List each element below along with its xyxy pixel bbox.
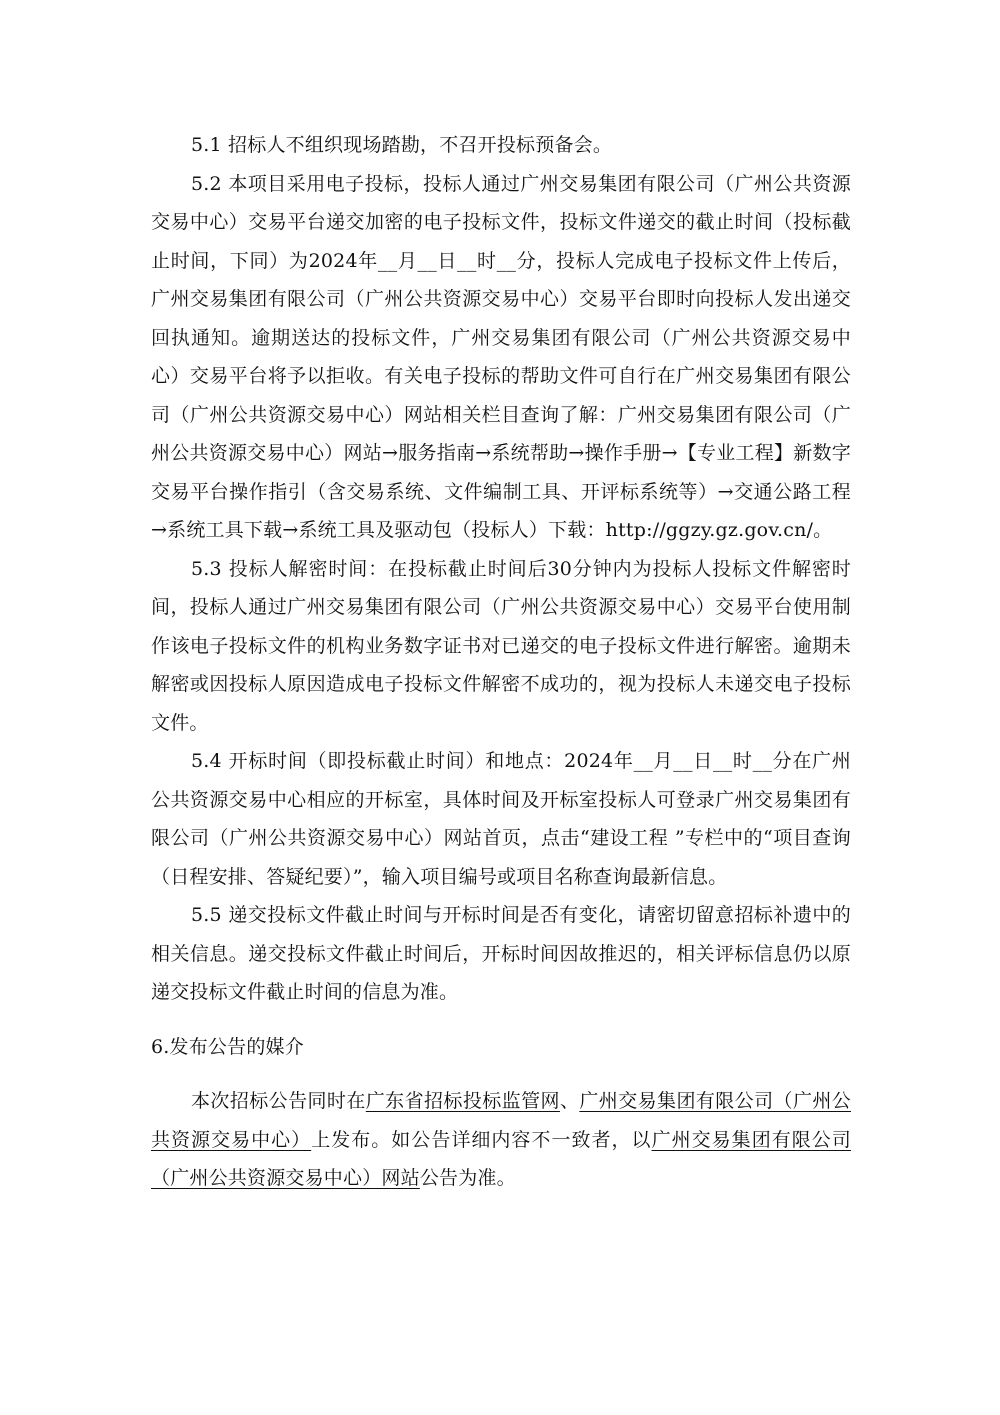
link-guangzhou-trading-group-website[interactable]: 广州交易集团有限公司（广州公共资源交易中心）网站 bbox=[151, 1128, 851, 1189]
paragraph-5-5: 5.5 递交投标文件截止时间与开标时间是否有变化，请密切留意招标补遗中的相关信息。递交投标文件截止时间后，开标时间因故推迟的，相关评标信息仍以原递交投标文件截止时间的信息为准。 bbox=[151, 904, 851, 1003]
text-after: 公告为准。 bbox=[419, 1167, 516, 1189]
paragraph-5-1: 5.1 招标人不组织现场踏勘，不召开投标预备会。 bbox=[191, 134, 613, 156]
paragraph-5-4: 5.4 开标时间（即投标截止时间）和地点：2024年__月__日__时__分在广州公共资源交易中心相应的开标室，具体时间及开标室投标人可登录广州交易集团有限公司（广州公共资源交易中心）网站首页，点击“建设工程 ”专栏中的“项目查询（日程安排、答疑纪要）”，输入项目编号或项目名称查询最新信息。 bbox=[151, 750, 851, 888]
link-guangdong-bidding-supervision[interactable]: 广东省招标投标监管网 bbox=[365, 1090, 560, 1112]
paragraph-6-body bbox=[151, 1082, 851, 1198]
paragraph-5-3: 5.3 投标人解密时间：在投标截止时间后30分钟内为投标人投标文件解密时间，投标人通过广州交易集团有限公司（广州公共资源交易中心）交易平台使用制作该电子投标文件的机构业务数字证书对已递交的电子投标文件进行解密。逾期未解密或因投标人原因造成电子投标文件解密不成功的，视为投标人未递交电子投标文件。 bbox=[151, 557, 851, 734]
text-middle: 上发布。如公告详细内容不一致者，以 bbox=[311, 1128, 652, 1151]
document-body bbox=[151, 126, 851, 1198]
text-separator: 、 bbox=[559, 1090, 580, 1112]
paragraph-5-2: 5.2 本项目采用电子投标，投标人通过广州交易集团有限公司（广州公共资源交易中心）交易平台递交加密的电子投标文件，投标文件递交的截止时间（投标截止时间，下同）为2024年__月__日__时__分，投标人完成电子投标文件上传后，广州交易集团有限公司（广州公共资源交易中心）交易平台即时向投标人发出递交回执通知。逾期送达的投标文件，广州交易集团有限公司（广州公共资源交易中心）交易平台将予以拒收。有关电子投标的帮助文件可自行在广州交易集团有限公司（广州公共资源交易中心）网站相关栏目查询了解：广州交易集团有限公司（广州公共资源交易中心）网站→服务指南→系统帮助→操作手册→【专业工程】新数字交易平台操作指引（含交易系统、文件编制工具、开评标系统等）→交通公路工程→系统工具下载→系统工具及驱动包（投标人）下载：http://ggzy.gz.gov.cn/。 bbox=[151, 172, 851, 541]
text-before: 本次招标公告同时在 bbox=[191, 1090, 366, 1112]
link-guangzhou-trading-group[interactable]: 广州交易集团有限公司（广州公共资源交易中心） bbox=[151, 1090, 851, 1151]
section-6-heading: 6.发布公告的媒介 bbox=[151, 1035, 304, 1058]
